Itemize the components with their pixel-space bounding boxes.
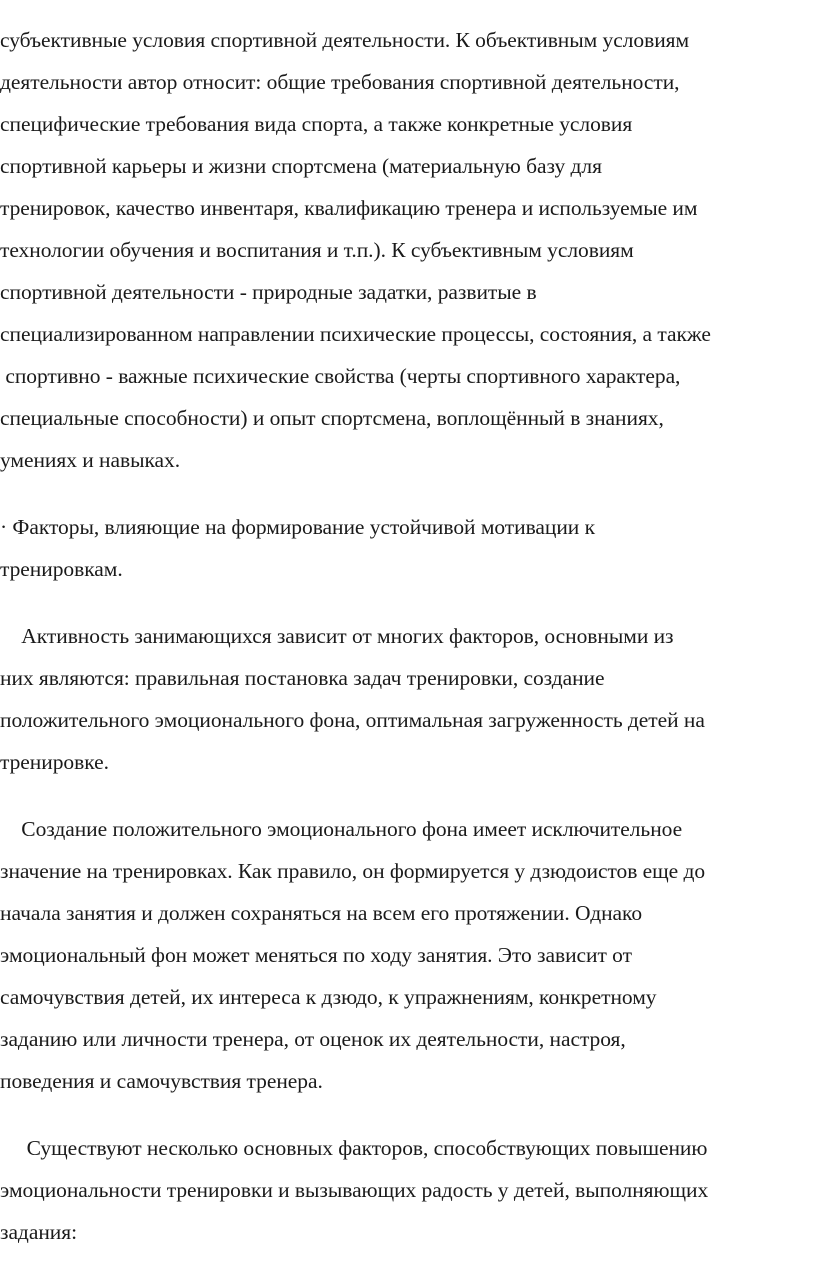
text-line: положительного эмоционального фона, оптимальная загруженность детей на xyxy=(0,708,705,732)
text-line: специализированном направлении психические процессы, состояния, а также xyxy=(0,322,711,346)
text-line: спортивно - важные психические свойства (черты спортивного характера, xyxy=(0,364,681,388)
text-line: начала занятия и должен сохраняться на всем его протяжении. Однако xyxy=(0,901,643,925)
text-line: технологии обучения и воспитания и т.п.). К субъективным условиям xyxy=(0,238,634,262)
text-line: тренировок, качество инвентаря, квалификацию тренера и используемые им xyxy=(0,196,698,220)
text-line: спортивной карьеры и жизни спортсмена (материальную базу для xyxy=(0,154,602,178)
text-line: умениях и навыках. xyxy=(0,448,181,472)
text-line: деятельности автор относит: общие требования спортивной деятельности, xyxy=(0,70,680,94)
bullet-heading-line: тренировкам. xyxy=(0,557,123,581)
text-line: специальные способности) и опыт спортсмена, воплощённый в знаниях, xyxy=(0,406,664,430)
text-line: заданию или личности тренера, от оценок их деятельности, настроя, xyxy=(0,1027,626,1051)
text-line: Создание положительного эмоционального фона имеет исключительное xyxy=(0,817,683,841)
text-line: эмоциональности тренировки и вызывающих радость у детей, выполняющих xyxy=(0,1178,709,1202)
text-line: значение на тренировках. Как правило, он формируется у дзюдоистов еще до xyxy=(0,859,706,883)
text-line: спортивной деятельности - природные задатки, развитые в xyxy=(0,280,537,304)
text-line: задания: xyxy=(0,1220,77,1244)
text-line: самочувствия детей, их интереса к дзюдо, к упражнениям, конкретному xyxy=(0,985,657,1009)
text-line: Активность занимающихся зависит от многих факторов, основными из xyxy=(0,624,674,648)
text-line: субъективные условия спортивной деятельности. К объективным условиям xyxy=(0,28,690,52)
bullet-heading-line: · Факторы, влияющие на формирование устойчивой мотивации к xyxy=(0,515,595,539)
text-line: эмоциональный фон может меняться по ходу занятия. Это зависит от xyxy=(0,943,632,967)
text-line: Существуют несколько основных факторов, способствующих повышению xyxy=(0,1136,708,1160)
text-line: них являются: правильная постановка задач тренировки, создание xyxy=(0,666,605,690)
text-line: тренировке. xyxy=(0,750,109,774)
text-line: специфические требования вида спорта, а также конкретные условия xyxy=(0,112,633,136)
text-line: поведения и самочувствия тренера. xyxy=(0,1069,323,1093)
